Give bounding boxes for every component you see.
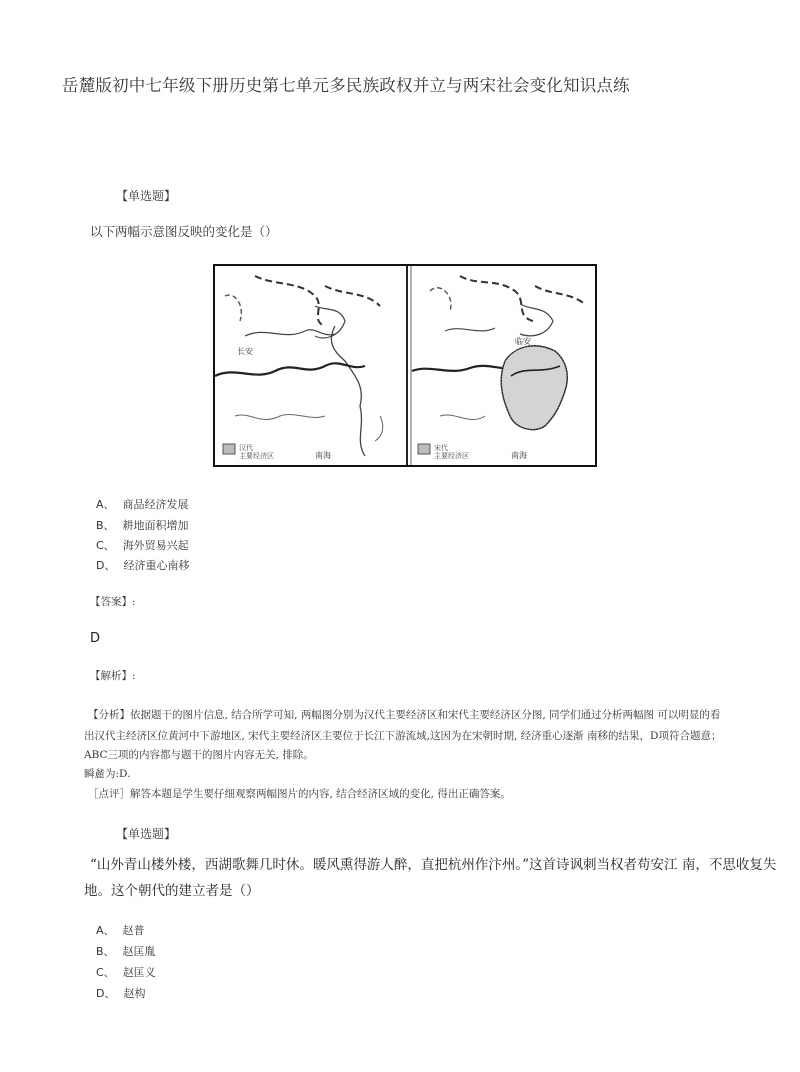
question-1-option-a: A、 商品经济发展 — [96, 498, 189, 511]
question-1-analysis-line-1: 【分析】依据题干的图片信息, 结合所学可知, 两幅图分别为汉代主要经济区和宋代主要经济区分图, 同学们通过分析两幅图 可以明显的看 — [88, 709, 721, 721]
question-1-map-figure — [213, 264, 597, 467]
question-2-option-c: C、 赵匡义 — [96, 966, 156, 979]
question-1-analysis-label: 【解析】: — [90, 670, 136, 682]
song-place-label: 临安 — [515, 337, 531, 346]
question-2-type: 【单选题】 — [116, 827, 177, 841]
question-1-comment: ［点评］解答本题是学生要仔细观察两幅图片的内容, 结合经济区域的变化, 得出正确答案。 — [88, 788, 511, 800]
question-1-option-c: C、 海外贸易兴起 — [96, 539, 189, 552]
question-1-answer-label: 【答案】: — [90, 596, 136, 608]
question-2-stem-line-2: 地。这个朝代的建立者是（） — [84, 883, 260, 899]
han-legend-line1: 汉代 — [239, 444, 253, 452]
han-place-label: 长安 — [237, 347, 253, 356]
document-title: 岳麓版初中七年级下册历史第七单元多民族政权并立与两宋社会变化知识点练 — [62, 76, 630, 95]
question-1-option-b: B、 耕地面积增加 — [96, 519, 189, 532]
song-economic-region — [501, 346, 567, 430]
question-2-stem-line-1: “山外青山楼外楼，西湖歌舞几时休。暖风熏得游人醉，直把杭州作汴州。”这首诗讽刺当权者苟安江 南，不思收复失 — [90, 857, 777, 873]
comparison-map — [215, 266, 595, 465]
han-sea-label: 南海 — [315, 451, 331, 460]
question-2-option-d: D、 赵构 — [96, 987, 146, 1000]
question-1-option-d: D、 经济重心南移 — [96, 559, 190, 572]
song-legend-line2: 主要经济区 — [434, 452, 469, 460]
han-legend-line2: 主要经济区 — [239, 452, 274, 460]
song-map — [412, 276, 585, 460]
question-1-type: 【单选题】 — [116, 189, 177, 203]
question-1-analysis-line-3: ABC三项的内容都与题干的图片内容无关, 排除。 — [84, 749, 314, 761]
song-legend-line1: 宋代 — [434, 444, 448, 452]
han-map — [215, 276, 383, 460]
question-1-analysis-line-4: 瞬麄为:D. — [84, 768, 131, 780]
question-1-stem: 以下两幅示意图反映的变化是（） — [90, 224, 278, 239]
question-2-option-b: B、 赵匡胤 — [96, 945, 156, 958]
question-1-answer-value: D — [90, 631, 101, 646]
question-1-analysis-line-2: 出汉代主经济区位黄河中下游地区, 宋代主要经济区主要位于长江下游流域,这因为在宋朝时期, 经济重心逐渐 南移的结果，D项符合题意； — [84, 730, 722, 742]
question-2-option-a: A、 赵普 — [96, 924, 145, 937]
question-2-stem — [84, 852, 780, 904]
song-sea-label: 南海 — [511, 451, 527, 460]
